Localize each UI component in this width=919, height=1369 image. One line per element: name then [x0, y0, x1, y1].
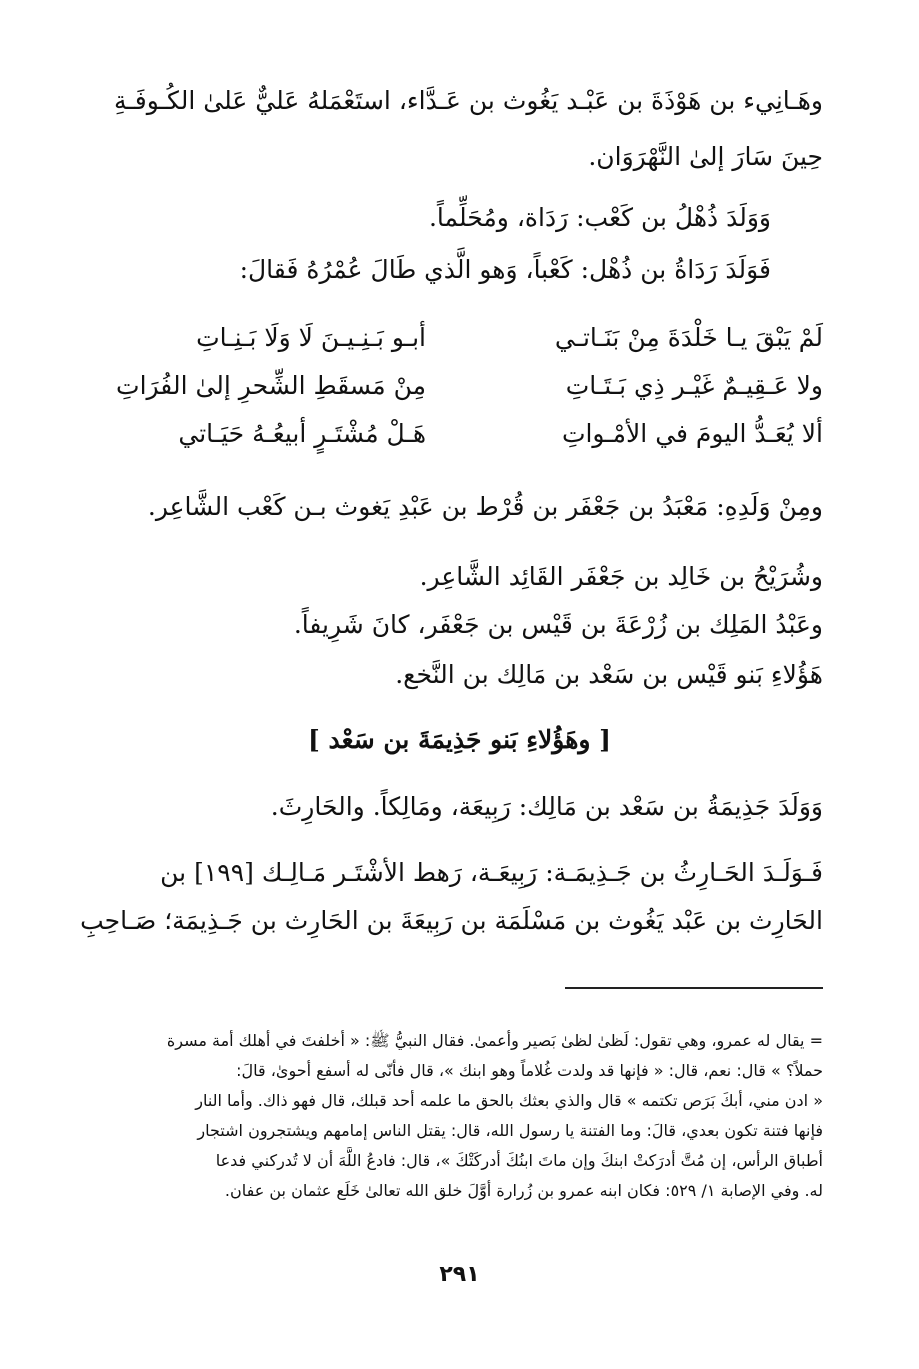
body-line: وَوَلَدَ جَذِيمَةُ بن سَعْد بن مَالِك: رَبِيعَة، ومَالِكاً. والحَارِثَ. — [270, 792, 823, 821]
body-line: فَـوَلَـدَ الحَـارِثُ بن جَـذِيمَـة: رَبِيعَـة، رَهط الأشْتَـر مَـالِـك [١٩٩] بن — [160, 858, 823, 887]
poem-verse — [96, 370, 823, 402]
body-line: وشُرَيْحُ بن خَالِد بن جَعْفَر القَائِد الشَّاعِر. — [419, 562, 823, 591]
footnote-line: أطباق الرأس، إن مُتَّ أدرَكتْ ابنكَ وإن ماتَ ابنُكَ أدركَتْكَ »، قال: فادعُ اللَّهَ أن لا تُدركني فدعا — [215, 1151, 823, 1170]
body-line: وَوَلَدَ ذُهْلُ بن كَعْب: رَدَاة، ومُحَلِّماً. — [428, 203, 771, 232]
poem-verse — [96, 418, 823, 450]
footnote-line: « ادن مني، أبكَ بَرَص تكتمه » قال والذي بعثك بالحق ما علمه أحد قبلك، قال فهو ذاك. وأما النار — [195, 1091, 823, 1110]
verse-first-hemistich: ألا يُعَـدُّ اليومَ في الأمْـواتِ — [561, 419, 823, 448]
verse-first-hemistich: لَمْ يَبْقَ يـا خَلْدَةَ مِنْ بَنَـاتـي — [554, 323, 823, 352]
poem-verse — [96, 322, 823, 354]
body-line: فَوَلَدَ رَدَاةُ بن ذُهْل: كَعْباً، وَهو الَّذي طَالَ عُمْرُهُ فَقالَ: — [239, 255, 771, 284]
body-line: الحَارِث بن عَبْد يَغُوث بن مَسْلَمَة بن رَبِيعَةَ بن الحَارِث بن جَـذِيمَة؛ صَـاحِبِ — [80, 906, 823, 935]
footnote-separator — [565, 987, 823, 989]
footnote-line: له. وفي الإصابة ١/ ٥٢٩: فكان ابنه عمرو بن زُرارة أوَّلَ خلق الله تعالىٰ خَلَع عثمان بن عفان. — [224, 1181, 823, 1200]
verse-second-hemistich: مِنْ مَسقَطِ الشِّحرِ إلىٰ الفُرَاتِ — [116, 371, 426, 400]
page-number: ٢٩١ — [439, 1262, 480, 1287]
verse-second-hemistich: أبـو بَـنِـيـنَ لَا وَلَا بَـنِـاتِ — [196, 323, 426, 352]
body-line: ومِنْ وَلَدِهِ: مَعْبَدُ بن جَعْفَر بن قُرْط بن عَبْدِ يَغوث بـن كَعْب الشَّاعِر. — [147, 492, 823, 521]
body-line: هَؤُلاءِ بَنو قَيْس بن سَعْد بن مَالِك بن النَّخع. — [395, 660, 823, 689]
verse-second-hemistich: هَـلْ مُشْتَـرٍ أبيعُـهُ حَيَـاتي — [178, 419, 426, 448]
body-line: حِينَ سَارَ إلىٰ النَّهْرَوَان. — [588, 142, 823, 171]
footnote-line: فإنها فتنة تكون بعدي، قالَ: وما الفتنة يا رسول الله، قال: يقتل الناس إمامهم ويشتجرون اشتجار — [197, 1121, 823, 1140]
footnote-line: حملاً؟ » قال: نعم، قال: « فإنها قد ولدت غُلاماً وهو ابنك »، قال فأنّى له أسفع أحوىٰ، قالَ: — [236, 1061, 823, 1080]
verse-first-hemistich: ولا عَـقِيـمٌ غَيْـر ذِي بَـتَـاتِ — [565, 371, 823, 400]
section-heading: [ وهَؤُلاءِ بَنو جَذِيمَةَ بن سَعْد ] — [308, 725, 611, 754]
body-line: وهَـانِيء بن هَوْذَةَ بن عَبْـد يَغُوث بن عَـدَّاء، استَعْمَلهُ عَليٌّ عَلىٰ الكُـوفَـةِ — [114, 86, 823, 115]
footnote-line: = يقال له عمرو، وهي تقول: لَظىٰ لظىٰ بَصير وأعمىٰ. فقال النبيُّ ﷺ: « أخلفتَ في أهلك أمة مسرة — [166, 1031, 823, 1050]
body-line: وعَبْدُ المَلِك بن زُرْعَةَ بن قَيْس بن جَعْفَر، كانَ شَرِيفاً. — [293, 610, 823, 639]
